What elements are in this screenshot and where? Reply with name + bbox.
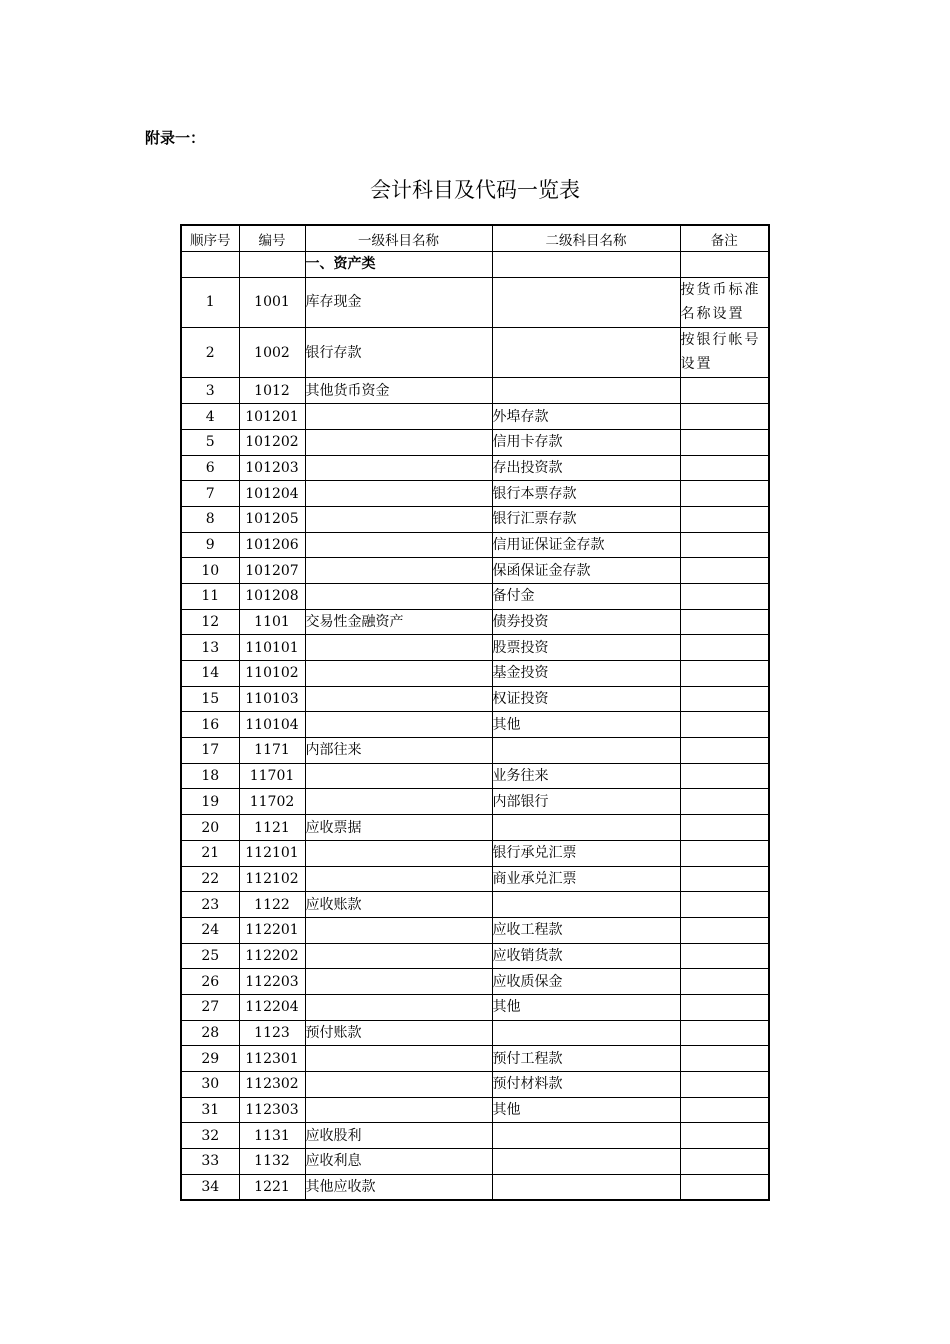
level2-cell: 银行承兑汇票 — [492, 840, 680, 866]
code-cell: 11701 — [239, 763, 305, 789]
level2-cell — [492, 1020, 680, 1046]
code-cell: 110103 — [239, 686, 305, 712]
level2-cell: 信用卡存款 — [492, 429, 680, 455]
seq-cell: 15 — [181, 686, 239, 712]
level1-cell — [305, 481, 492, 507]
note-cell — [680, 429, 769, 455]
table-row — [181, 892, 769, 918]
note-cell — [680, 404, 769, 430]
level1-cell — [305, 763, 492, 789]
seq-cell: 14 — [181, 661, 239, 687]
code-cell: 112204 — [239, 994, 305, 1020]
level2-cell — [492, 738, 680, 764]
code-cell: 112201 — [239, 917, 305, 943]
seq-cell: 32 — [181, 1123, 239, 1149]
level2-cell — [492, 277, 680, 327]
table-row — [181, 943, 769, 969]
level1-cell — [305, 558, 492, 584]
level1-cell: 应收票据 — [305, 815, 492, 841]
note-cell — [680, 1123, 769, 1149]
note-cell: 按银行帐号设置 — [680, 328, 769, 378]
seq-cell: 19 — [181, 789, 239, 815]
seq-cell: 8 — [181, 506, 239, 532]
seq-cell: 30 — [181, 1072, 239, 1098]
note-cell — [680, 789, 769, 815]
note-cell — [680, 506, 769, 532]
table-row — [181, 378, 769, 404]
note-cell — [680, 712, 769, 738]
level1-cell: 其他应收款 — [305, 1174, 492, 1200]
note-cell — [680, 635, 769, 661]
seq-cell: 2 — [181, 328, 239, 378]
level1-cell — [305, 943, 492, 969]
level1-cell — [305, 1072, 492, 1098]
level2-cell: 应收销货款 — [492, 943, 680, 969]
seq-cell: 27 — [181, 994, 239, 1020]
table-row — [181, 1149, 769, 1175]
page-title: 会计科目及代码一览表 — [370, 178, 580, 202]
level2-cell — [492, 328, 680, 378]
seq-cell: 18 — [181, 763, 239, 789]
note-cell — [680, 994, 769, 1020]
level2-cell: 保函保证金存款 — [492, 558, 680, 584]
seq-cell: 9 — [181, 532, 239, 558]
seq-cell: 4 — [181, 404, 239, 430]
table-row — [181, 404, 769, 430]
level2-cell — [492, 378, 680, 404]
code-cell: 11702 — [239, 789, 305, 815]
seq-cell: 20 — [181, 815, 239, 841]
note-cell — [680, 969, 769, 995]
note-cell — [680, 1072, 769, 1098]
level1-cell — [305, 712, 492, 738]
seq-cell: 33 — [181, 1149, 239, 1175]
level1-cell — [305, 789, 492, 815]
seq-cell: 24 — [181, 917, 239, 943]
code-cell: 112302 — [239, 1072, 305, 1098]
seq-cell: 25 — [181, 943, 239, 969]
seq-cell: 34 — [181, 1174, 239, 1200]
code-cell: 1122 — [239, 892, 305, 918]
seq-cell: 31 — [181, 1097, 239, 1123]
note-cell — [680, 892, 769, 918]
level2-cell: 银行汇票存款 — [492, 506, 680, 532]
note-cell — [680, 609, 769, 635]
note-cell — [680, 815, 769, 841]
table-row — [181, 763, 769, 789]
code-cell: 101207 — [239, 558, 305, 584]
level1-cell — [305, 917, 492, 943]
code-cell: 112203 — [239, 969, 305, 995]
level1-cell: 应收账款 — [305, 892, 492, 918]
level1-cell: 应收利息 — [305, 1149, 492, 1175]
table-row — [181, 969, 769, 995]
seq-cell: 21 — [181, 840, 239, 866]
level1-cell — [305, 404, 492, 430]
table-row — [181, 1046, 769, 1072]
table-row — [181, 609, 769, 635]
note-cell — [680, 1020, 769, 1046]
level2-cell: 应收工程款 — [492, 917, 680, 943]
seq-cell: 16 — [181, 712, 239, 738]
table-row — [181, 789, 769, 815]
table-row — [181, 1020, 769, 1046]
level2-cell: 权证投资 — [492, 686, 680, 712]
level2-cell: 其他 — [492, 994, 680, 1020]
table-row — [181, 712, 769, 738]
code-cell: 112301 — [239, 1046, 305, 1072]
level2-cell: 预付工程款 — [492, 1046, 680, 1072]
code-cell: 110104 — [239, 712, 305, 738]
seq-cell: 22 — [181, 866, 239, 892]
level2-cell — [492, 1149, 680, 1175]
level2-cell: 预付材料款 — [492, 1072, 680, 1098]
level2-cell — [492, 892, 680, 918]
seq-cell: 28 — [181, 1020, 239, 1046]
accounts-table — [180, 224, 770, 1201]
table-row — [181, 429, 769, 455]
code-cell: 1171 — [239, 738, 305, 764]
note-cell — [680, 738, 769, 764]
table-row — [181, 1097, 769, 1123]
level1-cell — [305, 429, 492, 455]
table-row — [181, 481, 769, 507]
level1-cell — [305, 661, 492, 687]
level1-cell — [305, 686, 492, 712]
table-row — [181, 532, 769, 558]
level2-cell: 存出投资款 — [492, 455, 680, 481]
table-row — [181, 866, 769, 892]
note-cell — [680, 1046, 769, 1072]
level2-cell: 基金投资 — [492, 661, 680, 687]
level2-cell: 外埠存款 — [492, 404, 680, 430]
seq-cell: 12 — [181, 609, 239, 635]
level2-cell: 业务往来 — [492, 763, 680, 789]
appendix-label: 附录一： — [145, 129, 206, 147]
code-cell: 110102 — [239, 661, 305, 687]
level1-cell — [305, 994, 492, 1020]
note-cell — [680, 532, 769, 558]
seq-cell: 11 — [181, 583, 239, 609]
code-cell: 112102 — [239, 866, 305, 892]
code-cell: 1123 — [239, 1020, 305, 1046]
level2-cell: 内部银行 — [492, 789, 680, 815]
seq-cell: 13 — [181, 635, 239, 661]
level2-cell: 商业承兑汇票 — [492, 866, 680, 892]
level1-cell — [305, 583, 492, 609]
level1-cell: 预付账款 — [305, 1020, 492, 1046]
note-cell — [680, 840, 769, 866]
seq-cell: 3 — [181, 378, 239, 404]
note-cell — [680, 378, 769, 404]
level1-cell — [305, 866, 492, 892]
level2-cell — [492, 1123, 680, 1149]
table-row — [181, 1123, 769, 1149]
level1-cell: 内部往来 — [305, 738, 492, 764]
level1-cell — [305, 455, 492, 481]
level2-cell: 应收质保金 — [492, 969, 680, 995]
table-row — [181, 917, 769, 943]
table-row — [181, 455, 769, 481]
code-cell: 112303 — [239, 1097, 305, 1123]
seq-cell: 1 — [181, 277, 239, 327]
code-cell: 101204 — [239, 481, 305, 507]
code-cell: 1101 — [239, 609, 305, 635]
note-cell — [680, 686, 769, 712]
code-cell: 101201 — [239, 404, 305, 430]
seq-cell: 29 — [181, 1046, 239, 1072]
level1-cell — [305, 1046, 492, 1072]
level1-cell: 银行存款 — [305, 328, 492, 378]
level2-cell — [492, 815, 680, 841]
note-cell — [680, 1174, 769, 1200]
table-row — [181, 635, 769, 661]
level2-cell: 股票投资 — [492, 635, 680, 661]
header-code: 编号 — [239, 225, 305, 252]
level1-cell — [305, 969, 492, 995]
level2-cell: 信用证保证金存款 — [492, 532, 680, 558]
note-cell — [680, 481, 769, 507]
code-cell: 112101 — [239, 840, 305, 866]
level2-cell: 备付金 — [492, 583, 680, 609]
note-cell — [680, 763, 769, 789]
code-cell: 101206 — [239, 532, 305, 558]
level1-cell — [305, 1097, 492, 1123]
note-cell: 按货币标准名称设置 — [680, 277, 769, 327]
level2-cell — [492, 1174, 680, 1200]
level2-cell: 其他 — [492, 712, 680, 738]
header-note: 备注 — [680, 225, 769, 252]
table-row — [181, 1072, 769, 1098]
note-cell — [680, 455, 769, 481]
table-row — [181, 328, 769, 378]
table-row — [181, 661, 769, 687]
seq-cell: 6 — [181, 455, 239, 481]
table-row — [181, 1174, 769, 1200]
seq-cell: 7 — [181, 481, 239, 507]
note-cell — [680, 917, 769, 943]
header-level2: 二级科目名称 — [492, 225, 680, 252]
note-cell — [680, 583, 769, 609]
level2-cell: 债券投资 — [492, 609, 680, 635]
level1-cell — [305, 635, 492, 661]
seq-cell: 5 — [181, 429, 239, 455]
note-cell — [680, 661, 769, 687]
code-cell: 1001 — [239, 277, 305, 327]
code-cell: 1221 — [239, 1174, 305, 1200]
code-cell: 101202 — [239, 429, 305, 455]
code-cell: 101208 — [239, 583, 305, 609]
level1-cell — [305, 532, 492, 558]
table-row — [181, 277, 769, 327]
level2-cell: 银行本票存款 — [492, 481, 680, 507]
header-level1: 一级科目名称 — [305, 225, 492, 252]
table-row — [181, 583, 769, 609]
seq-cell: 23 — [181, 892, 239, 918]
level1-cell: 其他货币资金 — [305, 378, 492, 404]
table-row — [181, 506, 769, 532]
seq-cell: 17 — [181, 738, 239, 764]
code-cell: 112202 — [239, 943, 305, 969]
level1-cell — [305, 506, 492, 532]
table-row — [181, 994, 769, 1020]
code-cell: 101203 — [239, 455, 305, 481]
table-header-row — [181, 225, 769, 252]
section-label: 一、资产类 — [305, 252, 492, 278]
seq-cell: 26 — [181, 969, 239, 995]
table-row — [181, 686, 769, 712]
note-cell — [680, 866, 769, 892]
level1-cell: 应收股利 — [305, 1123, 492, 1149]
note-cell — [680, 558, 769, 584]
note-cell — [680, 1097, 769, 1123]
code-cell: 1121 — [239, 815, 305, 841]
seq-cell: 10 — [181, 558, 239, 584]
code-cell: 1132 — [239, 1149, 305, 1175]
note-cell — [680, 943, 769, 969]
code-cell: 110101 — [239, 635, 305, 661]
note-cell — [680, 1149, 769, 1175]
header-seq: 顺序号 — [181, 225, 239, 252]
table-row — [181, 558, 769, 584]
table-row — [181, 840, 769, 866]
code-cell: 1012 — [239, 378, 305, 404]
level2-cell: 其他 — [492, 1097, 680, 1123]
level1-cell: 库存现金 — [305, 277, 492, 327]
level1-cell — [305, 840, 492, 866]
code-cell: 1002 — [239, 328, 305, 378]
code-cell: 1131 — [239, 1123, 305, 1149]
table-row — [181, 815, 769, 841]
section-row — [181, 252, 769, 278]
table-row — [181, 738, 769, 764]
code-cell: 101205 — [239, 506, 305, 532]
level1-cell: 交易性金融资产 — [305, 609, 492, 635]
table-body — [181, 252, 769, 1201]
